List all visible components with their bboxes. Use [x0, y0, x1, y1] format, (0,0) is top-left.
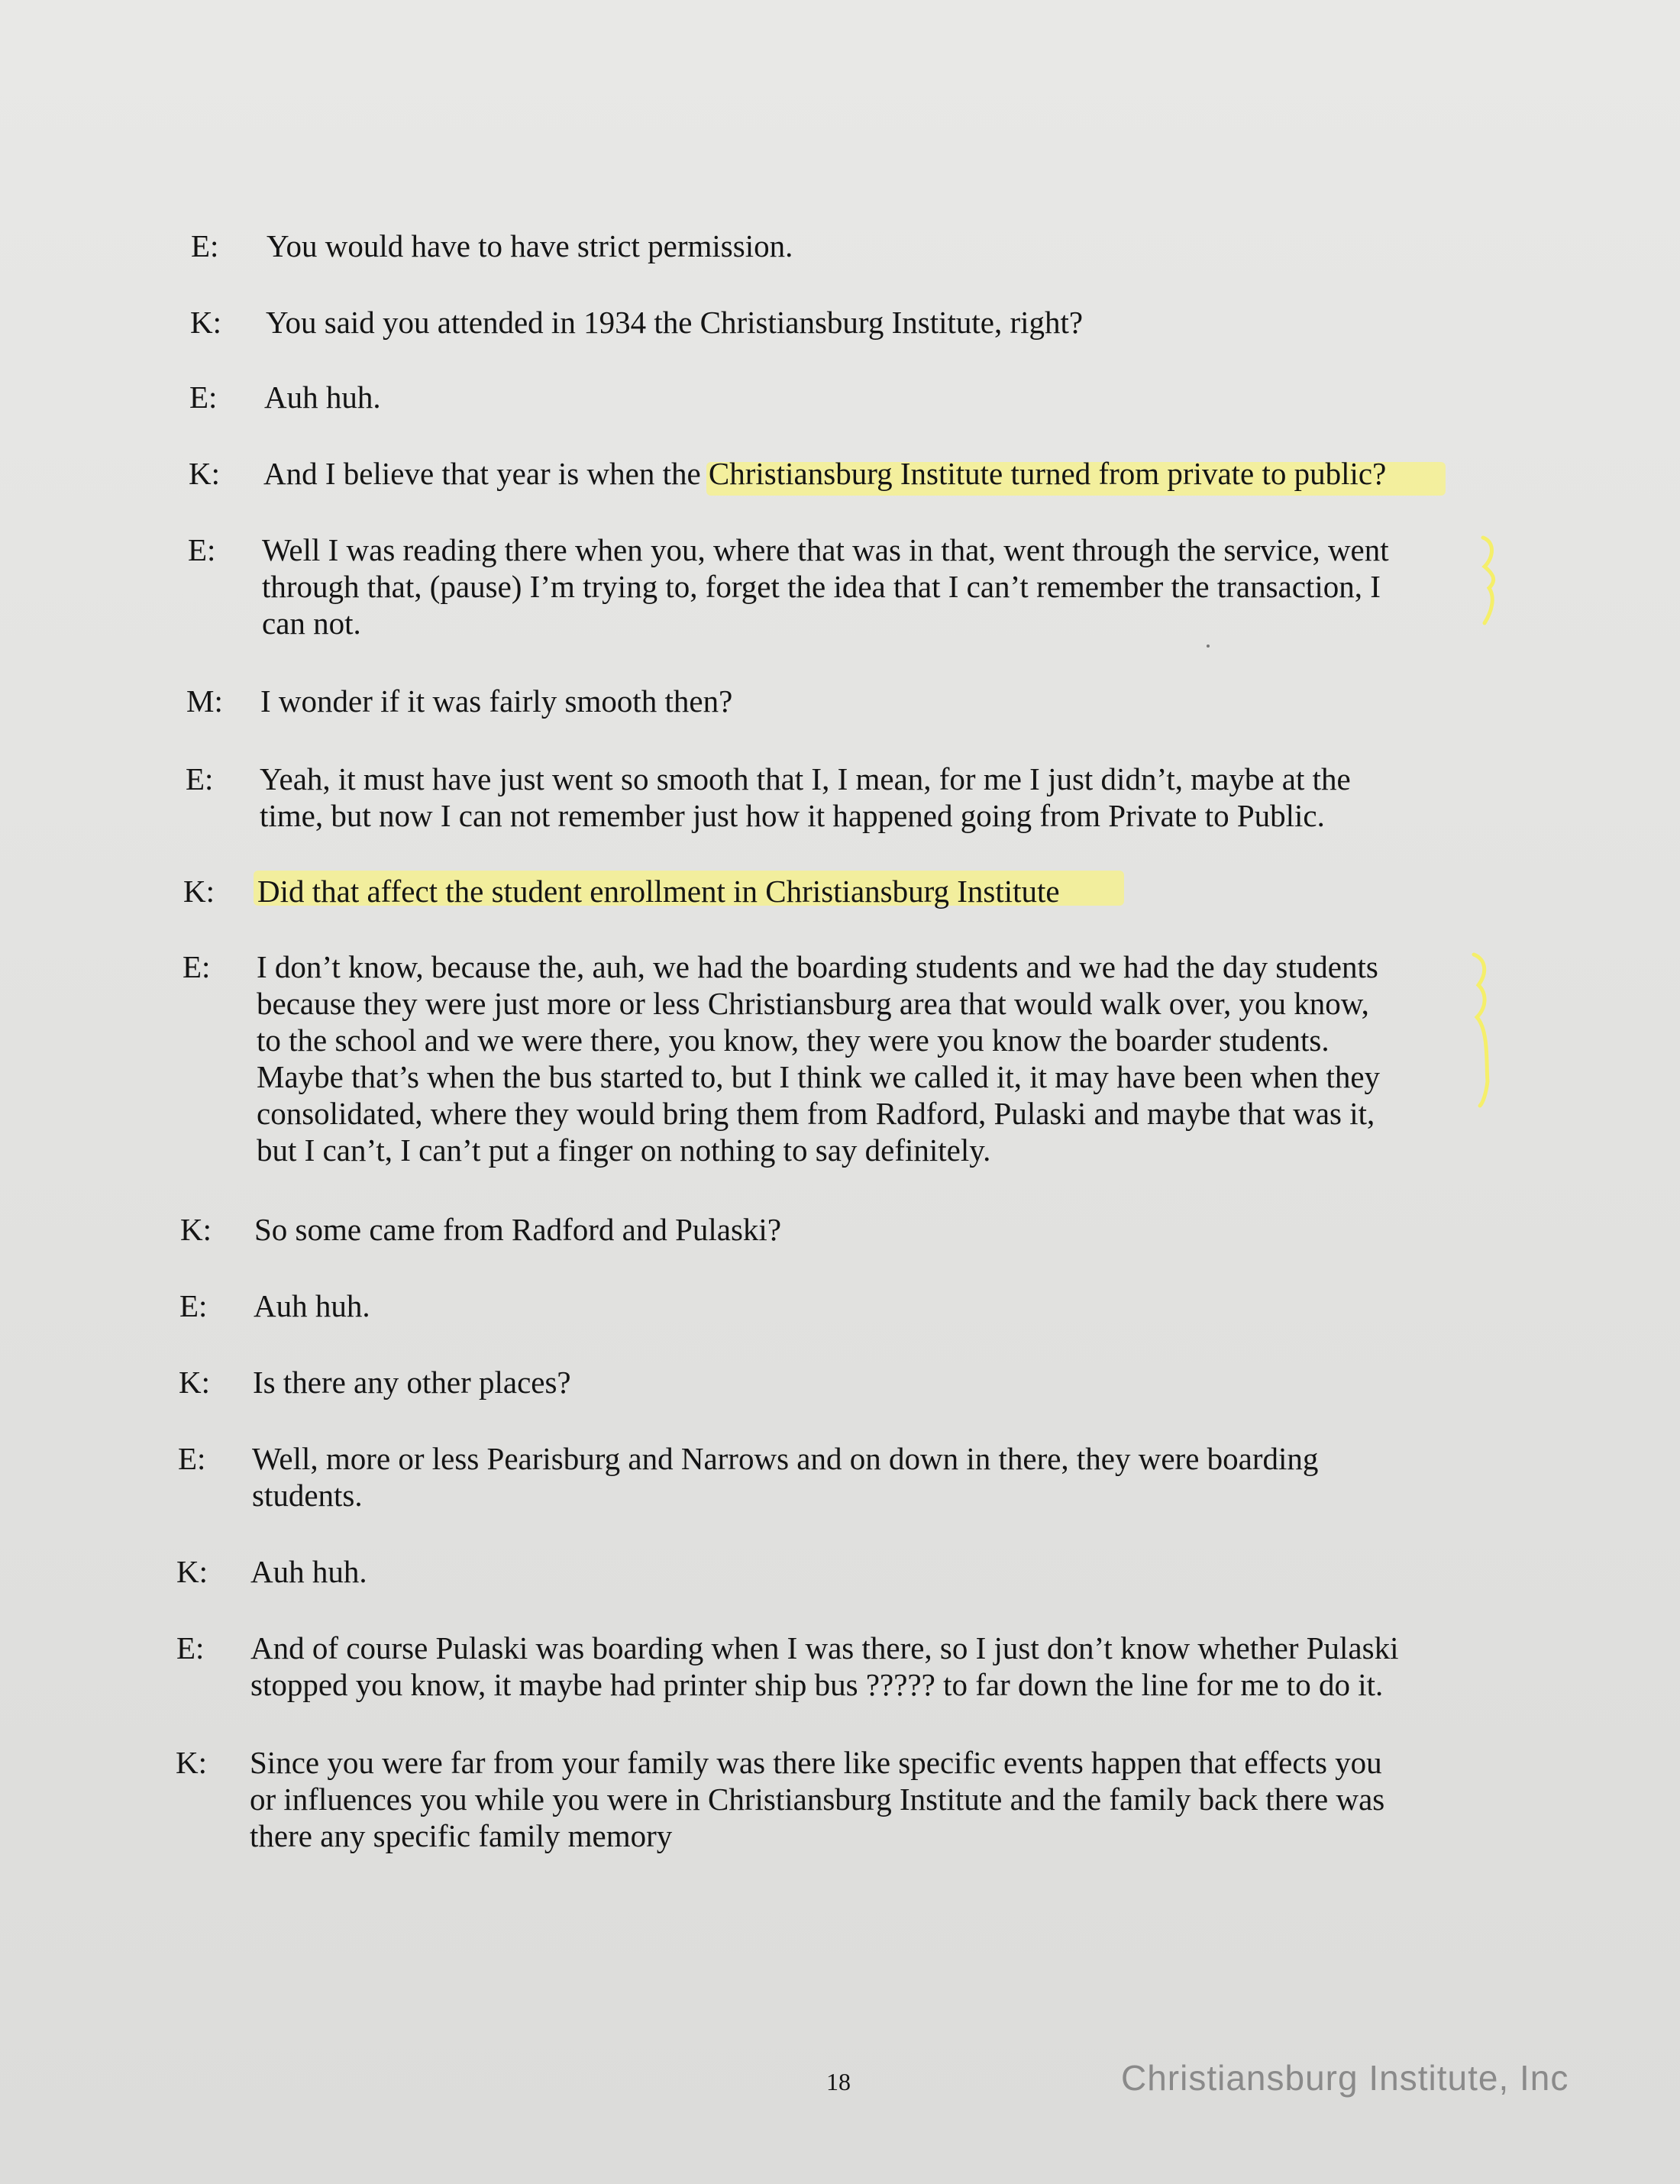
entry-text: Yeah, it must have just went so smooth that I, I mean, for me I just didn’t, maybe at the time, but now I can not remember just how it happened going from Private to Public. [260, 761, 1351, 833]
footer-watermark: Christiansburg Institute, Inc [1121, 2058, 1569, 2098]
entry-text: And of course Pulaski was boarding when I was there, so I just don’t know whether Pulaski stopped you know, it maybe had printer ship bus ????? to far down the line for me to do it. [250, 1630, 1399, 1702]
speaker-label: E: [179, 1288, 208, 1323]
page-number: 18 [826, 2068, 851, 2095]
speaker-label: E: [188, 532, 216, 567]
entry-text: You would have to have strict permission. [267, 228, 793, 263]
entry-text: Did that affect the student enrollment in Christiansburg Institute [257, 874, 1060, 909]
entry-text: I wonder if it was fairly smooth then? [260, 683, 733, 719]
entry-text: Since you were far from your family was there like specific events happen that effects you or influences you while you were in Christiansburg Institute and the family back there was there any specific family memory [250, 1745, 1385, 1853]
entry-text: Well, more or less Pearisburg and Narrows and on down in there, they were boarding students. [252, 1441, 1319, 1513]
entry-text: Auh huh. [250, 1554, 367, 1589]
entry-text: Well I was reading there when you, where that was in that, went through the service, went through that, (pause) I’m trying to, forget the idea that I can’t remember the transaction, I can not. [262, 532, 1389, 641]
entry-text: Is there any other places? [253, 1365, 571, 1400]
speaker-label: E: [183, 949, 211, 984]
entry-text: Auh huh. [254, 1288, 370, 1323]
entry-text: You said you attended in 1934 the Christiansburg Institute, right? [266, 305, 1084, 340]
speaker-label: K: [190, 305, 221, 340]
speaker-label: E: [191, 228, 219, 263]
entry-text: I don’t know, because the, auh, we had the boarding students and we had the day students because they were just more or less Christiansburg area that would walk over, you know, to the school and we were there, you know, they were you know the boarder students. Maybe that’s when the bus started to, but I think we called it, it may have been when they consolidated, where they would bring them from Radford, Pulaski and maybe that was it, but I can’t, I can’t put a finger on nothing to say definitely. [257, 949, 1381, 1168]
entry-text: So some came from Radford and Pulaski? [254, 1212, 782, 1247]
speaker-label: K: [189, 456, 220, 491]
speaker-label: E: [186, 761, 214, 796]
speaker-label: E: [176, 1630, 205, 1665]
speaker-label: E: [178, 1441, 206, 1476]
speaker-label: K: [183, 874, 215, 909]
ink-speck [1207, 645, 1210, 648]
speaker-label: K: [176, 1554, 208, 1589]
speaker-label: K: [180, 1212, 212, 1247]
speaker-label: K: [179, 1365, 210, 1400]
speaker-label: E: [189, 380, 218, 415]
entry-text: Auh huh. [264, 380, 381, 415]
speaker-label: M: [186, 683, 223, 719]
speaker-label: K: [176, 1745, 207, 1780]
entry-text: And I believe that year is when the Christiansburg Institute turned from private to public? [263, 456, 1387, 491]
